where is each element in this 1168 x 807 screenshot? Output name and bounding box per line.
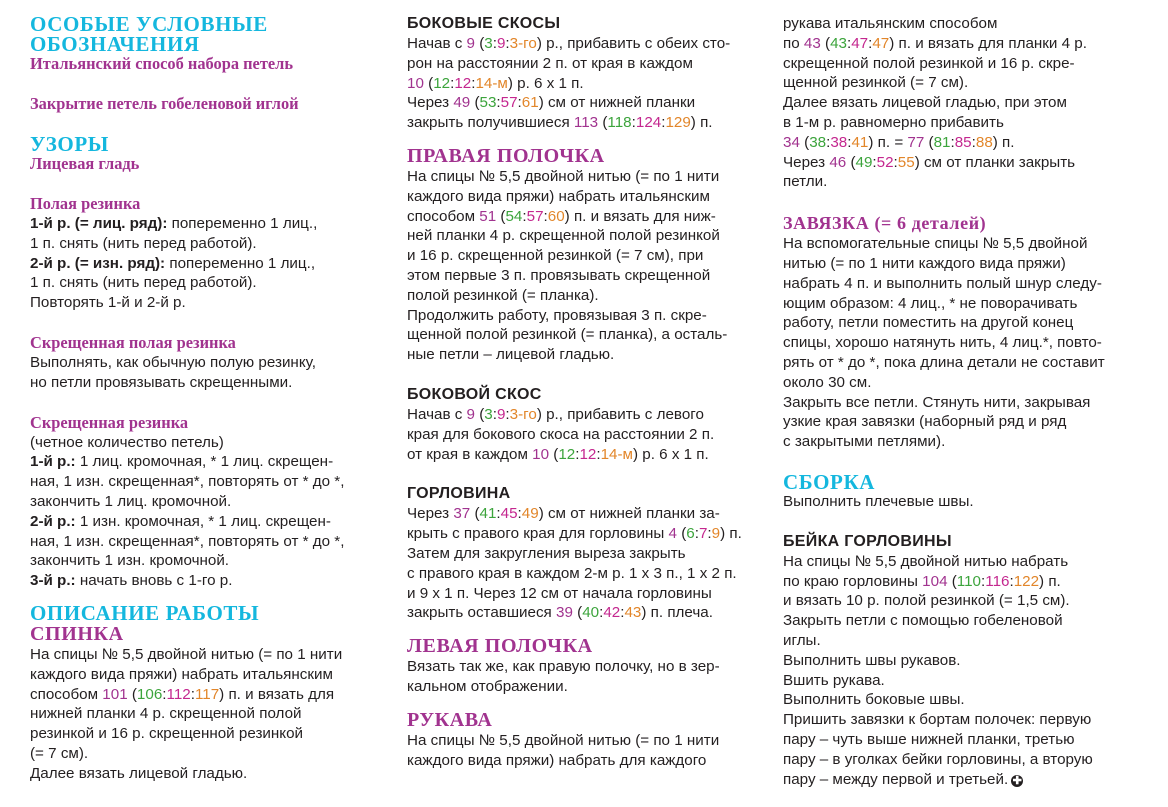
neck-band-text: На спицы № 5,5 двойной нитью набрать <box>783 552 1069 570</box>
crossed-rib-row3: 3-й р.: начать вновь с 1-го р. <box>30 572 233 590</box>
tie-text: набрать 4 п. и выполнить полый шнур следу- <box>783 274 1102 292</box>
neck-band-text: и вязать 10 р. полой резинкой (= 1,5 см). <box>783 592 1070 610</box>
neck-band-text-final: пару – между первой и третьей. ✚ <box>783 770 1022 788</box>
crossed-rib-row2-cont: ная, 1 изн. скрещенная*, повторять от * до *, <box>30 532 345 550</box>
right-front-text: и 16 р. скрещенной резинкой (= 7 см), при <box>407 247 704 265</box>
right-front-text: каждого вида пряжи) набрать итальянским <box>407 187 710 205</box>
sleeves-text-cont: скрещенной полой резинкой и 16 р. скре- <box>783 54 1075 72</box>
crossed-rib-title: Скрещенная резинка <box>30 412 189 432</box>
right-front-text: щенной полой резинкой (= планка), а осталь- <box>407 326 728 344</box>
neck-band-title: БЕЙКА ГОРЛОВИНЫ <box>783 532 952 550</box>
sleeves-text-cont: в 1-м р. равномерно прибавить <box>783 113 1004 131</box>
left-front-text: кальном отображении. <box>407 677 568 695</box>
side-bevel-text: от края в каждом 10 (12:12:14-м) р. 6 х 1 п. <box>407 445 709 463</box>
symbols-title-line2: ОБОЗНАЧЕНИЯ <box>30 32 200 56</box>
crossed-half-rib-text: Выполнять, как обычную полую резинку, <box>30 353 316 371</box>
neckline-text: с правого края в каждом 2-м р. 1 х 3 п., 1 х 2 п. <box>407 564 737 582</box>
crossed-rib-row1: 1-й р.: 1 лиц. кромочная, * 1 лиц. скрещен- <box>30 453 334 471</box>
end-mark-icon: ✚ <box>1012 774 1022 787</box>
sleeves-text-cont: щенной резинкой (= 7 см). <box>783 74 969 92</box>
side-bevels-text: Начав с 9 (3:9:3-го) р., прибавить с обеих сто- <box>407 35 731 52</box>
column-2 <box>407 14 759 770</box>
half-rib-title: Полая резинка <box>30 194 141 213</box>
right-front-text: полой резинкой (= планка). <box>407 286 599 304</box>
right-front-text: этом первые 3 п. провязывать скрещенной <box>407 266 711 284</box>
back-text: (= 7 см). <box>30 744 89 762</box>
crossed-rib-row2: 2-й р.: 1 изн. кромочная, * 1 лиц. скрещен- <box>30 512 331 530</box>
tie-text: рять от * до *, пока длина детали не составит <box>783 353 1105 371</box>
symbol-italian-cast-on: Итальянский способ набора петель <box>30 54 294 73</box>
tie-text: спицы, хорошо натянуть нить, 4 лиц.*, повто- <box>783 334 1102 352</box>
back-text-sizes: способом 101 (106:112:117) п. и вязать для <box>30 685 335 703</box>
crossed-rib-row2-end: закончить 1 изн. кромочной. <box>30 552 230 570</box>
back-text: нижней планки 4 р. скрещенной полой <box>30 705 302 723</box>
right-front-text: способом 51 (54:57:60) п. и вязать для ниж- <box>407 207 716 225</box>
sleeves-text-cont: Далее вязать лицевой гладью, при этом <box>783 94 1067 112</box>
right-front-text: ные петли – лицевой гладью. <box>407 346 615 364</box>
sleeves-title: РУКАВА <box>407 708 493 731</box>
neck-band-text: Выполнить боковые швы. <box>783 691 965 709</box>
stockinette-title: Лицевая гладь <box>30 154 140 173</box>
tie-text: узкие края завязки (наборный ряд и ряд <box>783 413 1067 431</box>
back-title: СПИНКА <box>30 622 124 645</box>
left-front-text: Вязать так же, как правую полочку, но в зер- <box>407 658 720 676</box>
back-text: каждого вида пряжи) набрать итальянским <box>30 665 333 683</box>
crossed-half-rib-text-cont: но петли провязывать скрещенными. <box>30 373 293 391</box>
neckline-text: и 9 х 1 п. Через 12 см от начала горловины <box>407 584 712 602</box>
tie-text: работу, петли поместить на другой конец <box>783 314 1074 332</box>
column-1 <box>30 14 380 784</box>
side-bevels-text: 10 (12:12:14-м) р. 6 х 1 п. <box>407 74 584 92</box>
half-rib-row1: 1-й р. (= лиц. ряд): попеременно 1 лиц., <box>30 215 318 232</box>
neck-band-text: Закрыть петли с помощью гобеленовой <box>783 612 1063 630</box>
side-bevel-text: края для бокового скоса на расстоянии 2 п. <box>407 425 715 443</box>
sleeves-text-cont: по 43 (43:47:47) п. и вязать для планки 4 р. <box>783 34 1087 52</box>
right-front-text: На спицы № 5,5 двойной нитью (= по 1 нити <box>407 167 720 185</box>
neckline-text: крыть с правого края для горловины 4 (6:7:9) п. <box>407 525 742 543</box>
left-front-title: ЛЕВАЯ ПОЛОЧКА <box>407 635 593 658</box>
neck-band-text: Выполнить швы рукавов. <box>783 651 961 669</box>
neck-band-text: Пришить завязки к бортам полочек: первую <box>783 711 1092 729</box>
crossed-half-rib-title: Скрещенная полая резинка <box>30 332 236 352</box>
neckline-text: Затем для закругления выреза закрыть <box>407 544 686 562</box>
side-bevels-text: закрыть получившиеся 113 (118:124:129) п. <box>407 114 713 132</box>
neckline-title: ГОРЛОВИНА <box>407 485 511 503</box>
assembly-text: Выполнить плечевые швы. <box>783 492 974 510</box>
neckline-text: закрыть оставшиеся 39 (40:42:43) п. плеча. <box>407 604 713 622</box>
neck-band-text: Вшить рукава. <box>783 671 885 689</box>
sleeves-text-cont: Через 46 (49:52:55) см от планки закрыть <box>783 153 1076 171</box>
back-text: Далее вязать лицевой гладью. <box>30 764 248 782</box>
right-front-text: ней планки 4 р. скрещенной полой резинкой <box>407 227 720 245</box>
neckline-text: Через 37 (41:45:49) см от нижней планки за- <box>407 505 720 523</box>
side-bevels-text: рон на расстоянии 2 п. от края в каждом <box>407 54 693 72</box>
neck-band-text: пару – чуть выше нижней планки, третью <box>783 730 1075 748</box>
half-rib-row2-cont: 1 п. снять (нить перед работой). <box>30 274 257 292</box>
tie-title: ЗАВЯЗКА (= 6 деталей) <box>783 213 987 234</box>
neck-band-text: пару – в уголках бейки горловины, а вторую <box>783 750 1093 768</box>
sleeves-text-cont: рукава итальянским способом <box>783 15 998 32</box>
sleeves-text-cont: 34 (38:38:41) п. = 77 (81:85:88) п. <box>783 133 1015 151</box>
half-rib-row2: 2-й р. (= изн. ряд): попеременно 1 лиц., <box>30 254 316 272</box>
tie-text: Закрыть все петли. Стянуть нити, закрывая <box>783 393 1091 411</box>
assembly-title: СБОРКА <box>783 469 876 494</box>
side-bevel-text: Начав с 9 (3:9:3-го) р., прибавить с левого <box>407 405 704 423</box>
crossed-rib-row1-cont: ная, 1 изн. скрещенная*, повторять от * до *, <box>30 473 345 491</box>
sleeves-text: На спицы № 5,5 двойной нитью (= по 1 нити <box>407 731 720 749</box>
right-front-title: ПРАВАЯ ПОЛОЧКА <box>407 144 605 167</box>
tie-text: ющим образом: 4 лиц., * не поворачивать <box>783 294 1078 312</box>
back-text: резинкой и 16 р. скрещенной резинкой <box>30 725 304 743</box>
patterns-title: УЗОРЫ <box>30 132 110 156</box>
side-bevels-text: Через 49 (53:57:61) см от нижней планки <box>407 94 696 112</box>
half-rib-repeat: Повторять 1-й и 2-й р. <box>30 294 186 312</box>
work-description-title: ОПИСАНИЕ РАБОТЫ <box>30 600 260 625</box>
back-text: На спицы № 5,5 двойной нитью (= по 1 нити <box>30 645 343 663</box>
crossed-rib-row1-end: закончить 1 лиц. кромочной. <box>30 492 232 510</box>
tie-text: с закрытыми петлями). <box>783 433 946 451</box>
half-rib-row1-cont: 1 п. снять (нить перед работой). <box>30 234 257 252</box>
neck-band-text: по краю горловины 104 (110:116:122) п. <box>783 572 1061 590</box>
tie-text: нитью (= по 1 нити каждого вида пряжи) <box>783 254 1066 272</box>
column-3 <box>783 14 1148 789</box>
neck-band-text: иглы. <box>783 631 821 649</box>
symbols-title-line1: ОСОБЫЕ УСЛОВНЫЕ <box>30 12 268 36</box>
sleeves-text-cont: петли. <box>783 173 828 191</box>
tie-text: На вспомогательные спицы № 5,5 двойной <box>783 235 1088 253</box>
symbol-tapestry-bind-off: Закрытие петель гобеленовой иглой <box>30 94 299 113</box>
sleeves-text: каждого вида пряжи) набрать для каждого <box>407 751 707 769</box>
right-front-text: Продолжить работу, провязывая 3 п. скре- <box>407 306 707 324</box>
side-bevel-title: БОКОВОЙ СКОС <box>407 385 542 403</box>
tie-text: около 30 см. <box>783 373 872 391</box>
side-bevels-title: БОКОВЫЕ СКОСЫ <box>407 15 561 32</box>
crossed-rib-note: (четное количество петель) <box>30 433 224 451</box>
